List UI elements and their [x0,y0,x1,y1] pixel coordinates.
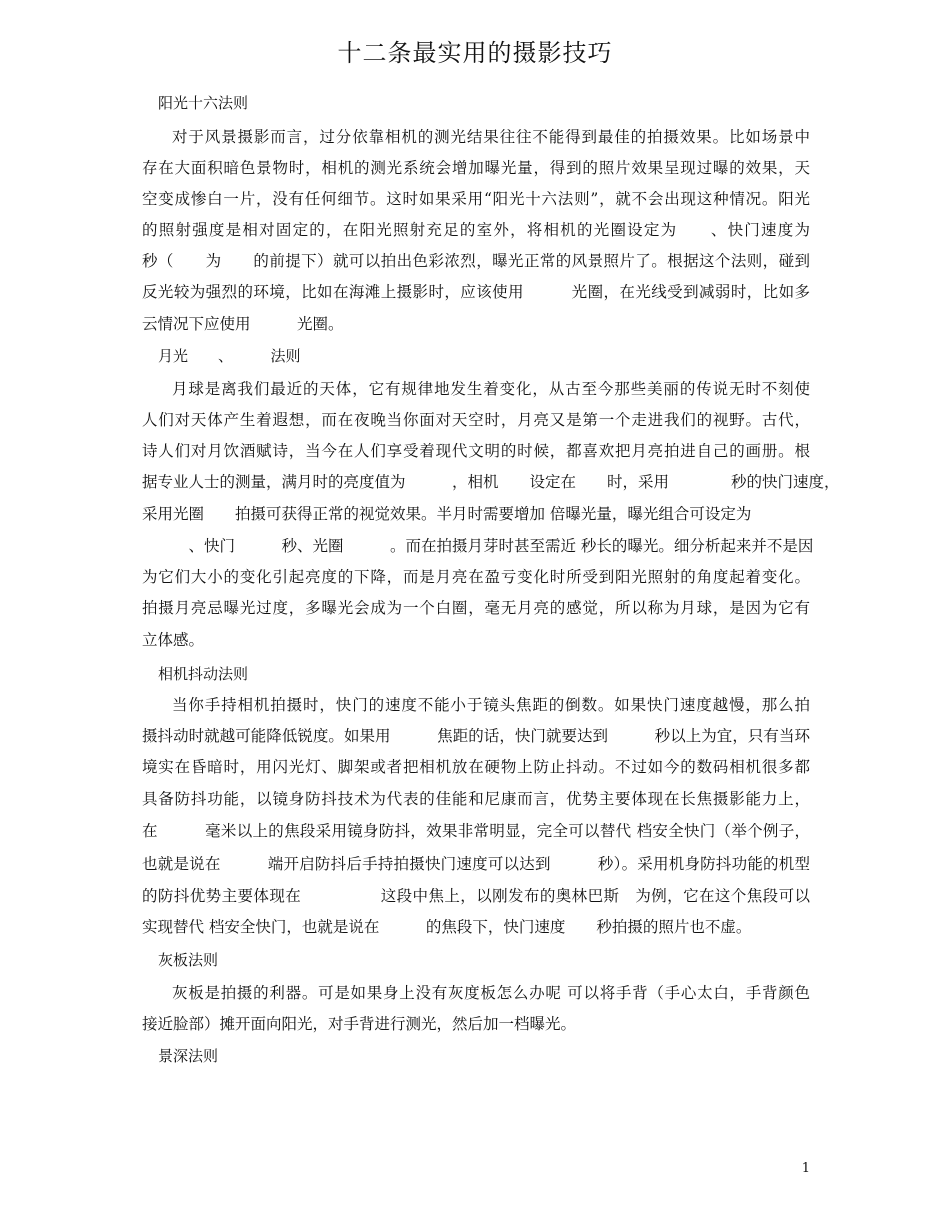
paragraph-line: 存在大面积暗色景物时，相机的测光系统会增加曝光量，得到的照片效果呈现过曝的效果，天 [142,159,810,177]
section-heading-moonlight: 月光 、 法则 [158,347,301,365]
paragraph-line: 秒（ 为 的前提下）就可以拍出色彩浓烈，曝光正常的风景照片了。根据这个法则，碰到 [142,252,810,270]
paragraph-line: 据专业人士的测量，满月时的亮度值为 ，相机 设定在 时，采用 秒的快门速度， [142,473,840,491]
paragraph-line: 月球是离我们最近的天体，它有规律地发生着变化，从古至今那些美丽的传说无时不刻使 [172,380,810,398]
paragraph-line: 接近脸部）摊开面向阳光，对手背进行测光，然后加一档曝光。 [142,1015,577,1033]
paragraph-line: 在 毫米以上的焦段采用镜身防抖，效果非常明显，完全可以替代 档安全快门（举个例子， [142,822,810,840]
paragraph-line: 境实在昏暗时，用闪光灯、脚架或者把相机放在硬物上防止抖动。不过如今的数码相机很多都 [142,758,810,776]
paragraph-line: 反光较为强烈的环境，比如在海滩上摄影时，应该使用 光圈，在光线受到减弱时，比如多 [142,283,810,301]
section-heading-sunny-16: 阳光十六法则 [158,94,249,112]
paragraph-line: 为它们大小的变化引起亮度的下降，而是月亮在盈亏变化时所受到阳光照射的角度起着变化。 [142,568,810,586]
section-heading-depth-of-field: 景深法则 [158,1047,219,1065]
paragraph-line: 诗人们对月饮酒赋诗，当今在人们享受着现代文明的时候，都喜欢把月亮拍进自己的画册。根 [142,442,810,460]
paragraph-line: 云情况下应使用 光圈。 [142,315,344,333]
paragraph-line: 当你手持相机拍摄时，快门的速度不能小于镜头焦距的倒数。如果快门速度越慢，那么拍 [172,696,810,714]
section-heading-gray-card: 灰板法则 [158,951,219,969]
paragraph-line: 摄抖动时就越可能降低锐度。如果用 焦距的话，快门就要达到 秒以上为宜，只有当环 [142,727,810,745]
paragraph-line: 采用光圈 拍摄可获得正常的视觉效果。半月时需要增加 倍曝光量，曝光组合可设定为 [142,505,752,523]
paragraph-line: 人们对天体产生着遐想，而在夜晚当你面对天空时，月亮又是第一个走进我们的视野。古代， [142,411,810,429]
paragraph-line: 立体感。 [142,631,205,649]
paragraph-line: 的照射强度是相对固定的，在阳光照射充足的室外，将相机的光圈设定为 、快门速度为 [142,221,810,239]
page-title: 十二条最实用的摄影技巧 [337,39,613,67]
paragraph-line: 空变成惨白一片，没有任何细节。这时如果采用“阳光十六法则”，就不会出现这种情况。阳光 [142,190,810,208]
paragraph-line: 、快门 秒、光圈 。而在拍摄月芽时甚至需近 秒长的曝光。细分析起来并不是因 [142,537,814,555]
section-heading-camera-shake: 相机抖动法则 [158,665,249,683]
paragraph-line: 实现替代 档安全快门，也就是说在 的焦段下，快门速度 秒拍摄的照片也不虚。 [142,918,752,936]
paragraph-line: 也就是说在 端开启防抖后手持拍摄快门速度可以达到 秒）。采用机身防抖功能的机型 [142,855,810,873]
paragraph-line: 拍摄月亮忌曝光过度，多曝光会成为一个白圈，毫无月亮的感觉，所以称为月球，是因为它有 [142,599,810,617]
page-number: 1 [801,1161,810,1176]
paragraph-line: 对于风景摄影而言，过分依靠相机的测光结果往往不能得到最佳的拍摄效果。比如场景中 [172,128,810,146]
paragraph-line: 的防抖优势主要体现在 这段中焦上，以刚发布的奥林巴斯 为例，它在这个焦段可以 [142,887,810,905]
paragraph-line: 具备防抖功能，以镜身防抖技术为代表的佳能和尼康而言，优势主要体现在长焦摄影能力上， [142,790,810,808]
paragraph-line: 灰板是拍摄的利器。可是如果身上没有灰度板怎么办呢 可以将手背（手心太白，手背颜色 [172,984,810,1002]
